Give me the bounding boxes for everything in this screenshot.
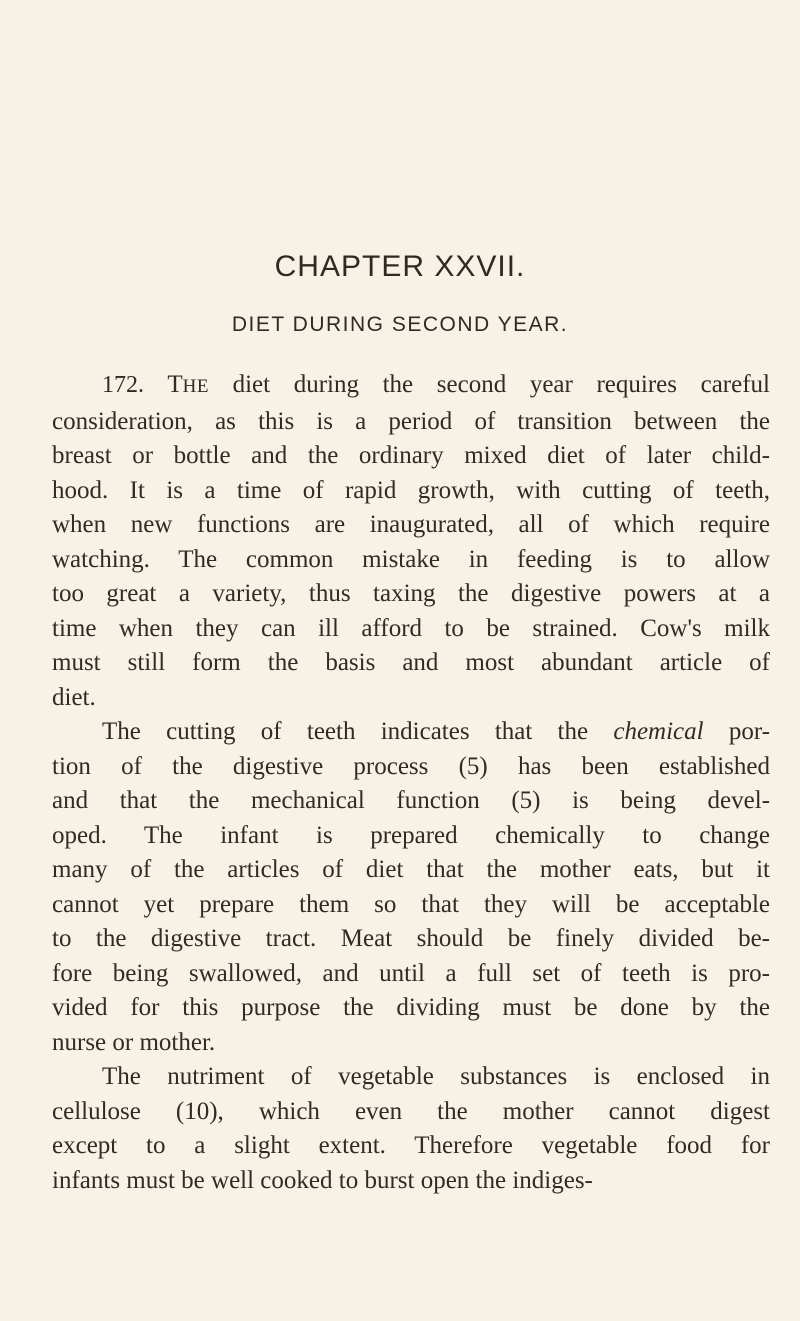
text-segment: time when they can ill afford to be strained. Cow's milk	[52, 614, 770, 642]
text-line	[52, 1129, 770, 1164]
text-segment: diet.	[52, 683, 96, 711]
text-segment: to the digestive tract. Meat should be finely divided be-	[52, 925, 770, 952]
text-line	[52, 646, 770, 681]
text-segment: T	[167, 371, 183, 398]
text-segment: HE	[182, 376, 209, 397]
text-line	[52, 784, 770, 819]
paragraph	[52, 368, 770, 715]
paragraph	[52, 1060, 770, 1198]
text-segment: hood. It is a time of rapid growth, with cutting of teeth,	[52, 476, 770, 504]
body-text	[52, 368, 770, 1198]
text-line	[52, 750, 770, 785]
text-line	[52, 819, 770, 854]
text-line	[52, 922, 770, 957]
text-line	[52, 368, 770, 405]
text-line	[52, 853, 770, 888]
text-segment: diet during the second year requires careful	[208, 371, 770, 398]
text-line	[52, 715, 770, 750]
text-segment: except to a slight extent. Therefore vegetable food for	[52, 1132, 770, 1159]
text-line	[52, 543, 770, 578]
paragraph	[52, 715, 770, 1060]
text-line	[52, 991, 770, 1026]
text-segment: many of the articles of diet that the mother eats, but it	[52, 856, 770, 883]
text-segment: tion of the digestive process (5) has been established	[52, 752, 770, 780]
text-segment: por-	[703, 718, 770, 745]
text-segment: must still form the basis and most abundant article of	[52, 649, 770, 676]
text-segment: fore being swallowed, and until a full set of teeth is pro-	[52, 959, 770, 987]
text-line	[52, 681, 770, 716]
text-segment: chemical	[613, 718, 704, 745]
text-line	[52, 1164, 770, 1199]
text-segment: vided for this purpose the dividing must be done by the	[52, 994, 770, 1021]
text-segment: consideration, as this is a period of transition between the	[52, 407, 770, 435]
text-segment: oped. The infant is prepared chemically to change	[52, 821, 770, 849]
text-line	[52, 474, 770, 509]
text-line	[52, 508, 770, 543]
text-line	[52, 612, 770, 647]
text-segment: when new functions are inaugurated, all of which require	[52, 511, 770, 538]
text-line	[52, 888, 770, 923]
section-heading: DIET DURING SECOND YEAR.	[231, 313, 569, 336]
text-segment: infants must be well cooked to burst open the indiges-	[52, 1166, 593, 1194]
text-segment: cannot yet prepare them so that they will be acceptable	[52, 890, 770, 918]
text-segment: 172.	[102, 372, 168, 398]
text-segment: cellulose (10), which even the mother cannot digest	[52, 1097, 770, 1125]
chapter-title: CHAPTER XXVII.	[274, 250, 526, 283]
text-segment: The cutting of teeth indicates that the	[102, 718, 614, 745]
text-line	[52, 405, 770, 440]
text-line	[52, 577, 770, 612]
text-line	[52, 1095, 770, 1130]
text-segment: and that the mechanical function (5) is being devel-	[52, 787, 770, 814]
text-segment: too great a variety, thus taxing the digestive powers at a	[52, 580, 770, 607]
text-segment: watching. The common mistake in feeding is to allow	[52, 545, 770, 573]
text-line	[52, 1026, 770, 1061]
text-segment: breast or bottle and the ordinary mixed diet of later child-	[52, 442, 770, 469]
text-segment: The nutriment of vegetable substances is enclosed in	[102, 1063, 770, 1090]
text-segment: nurse or mother.	[52, 1028, 216, 1056]
text-line	[52, 1060, 770, 1095]
text-line	[52, 957, 770, 992]
text-line	[52, 439, 770, 474]
